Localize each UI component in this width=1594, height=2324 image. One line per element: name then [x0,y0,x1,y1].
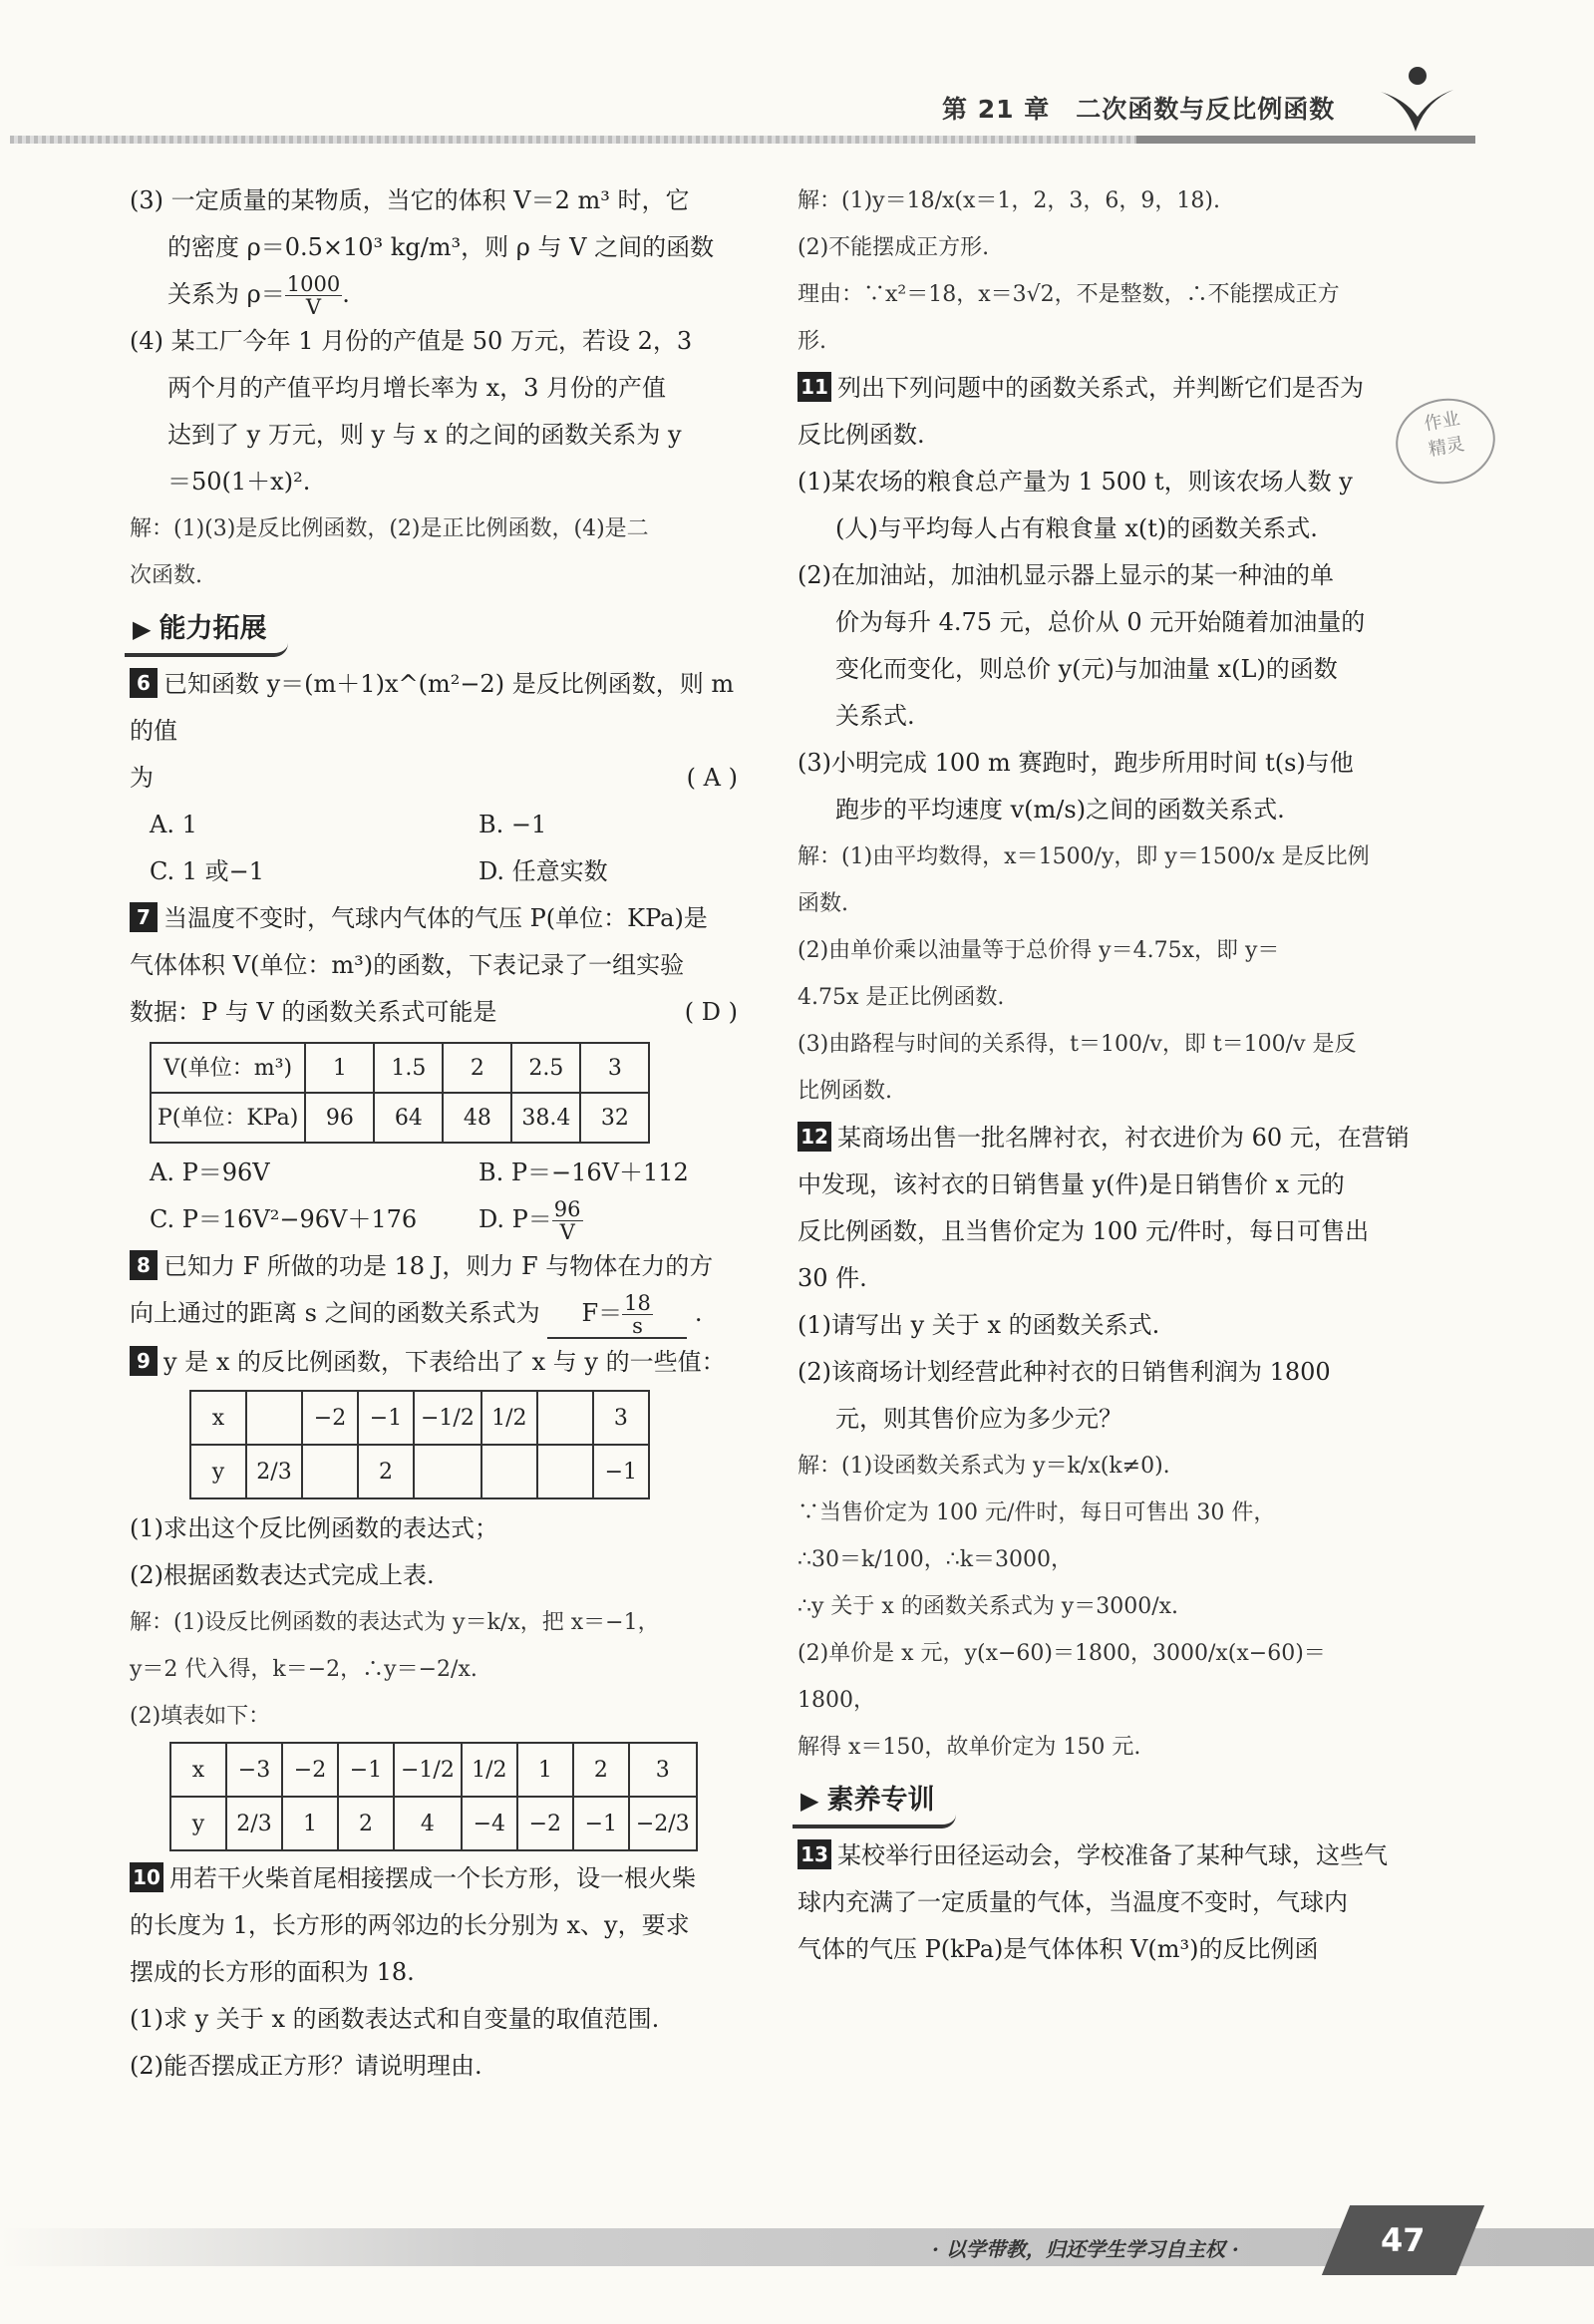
q11-sub5: 变化而变化，则总价 y(元)与加油量 x(L)的函数 [835,655,1338,683]
q8-line1: 8 已知力 F 所做的功是 18 J，则力 F 与物体在力的方 [130,1243,748,1290]
q10-solution-line1: 解：(1)y＝18/x(x＝1，2，3，6，9，18). [797,188,1220,213]
table-row: y 2/3 1 2 4 −4 −2 −1 −2/3 [170,1797,697,1850]
q9-solution-line3: (2)填表如下： [130,1704,271,1729]
section-heading-ability: ▶ 能力拓展 [125,605,288,657]
right-column [797,177,1465,1973]
q12-solution-line2: ∵当售价定为 100 元/件时，每日可售出 30 件， [797,1500,1276,1525]
page-number: 47 [1322,2205,1484,2275]
arrow-icon: ▶ [133,615,152,643]
q12-solution-line4: ∴y 关于 x 的函数关系式为 y＝3000/x. [797,1594,1179,1619]
question-number: 11 [797,372,831,402]
q5-3-line2: 的密度 ρ＝0.5×10³ kg/m³，则 ρ 与 V 之间的函数 [167,233,715,261]
page-header [0,0,1594,150]
q10-sub1: (1)求 y 关于 x 的函数表达式和自变量的取值范围. [130,2005,660,2033]
q6-line2: 为 ( A ) [130,755,748,802]
question-number: 6 [130,668,158,698]
q12-sub3: 元，则其售价应为多少元？ [835,1405,1122,1433]
q5-solution-line1: 解：(1)(3)是反比例函数，(2)是正比例函数，(4)是二 [130,516,649,541]
q12-solution-line1: 解：(1)设函数关系式为 y＝k/x(k≠0). [797,1454,1170,1479]
arrow-icon: ▶ [800,1787,819,1815]
q9-sub1: (1)求出这个反比例函数的表达式； [130,1514,498,1542]
q6-options [130,802,748,895]
q6-line1: 6 已知函数 y＝(m＋1)x^(m²−2) 是反比例函数，则 m 的值 [130,670,735,745]
q11-line2: 反比例函数. [797,421,925,449]
q7-answer: ( D ) [684,998,738,1026]
q10-sub2: (2)能否摆成正方形？请说明理由. [130,2052,482,2080]
section-heading-literacy: ▶ 素养专训 [793,1777,956,1828]
q11-sub6: 关系式. [835,702,915,730]
option-a: A. P＝96V [150,1159,270,1186]
question-number: 10 [130,1862,163,1892]
option-b: B. P＝−16V＋112 [478,1159,689,1186]
q9-solution-line1: 解：(1)设反比例函数的表达式为 y＝k/x，把 x＝−1， [130,1610,660,1635]
q11-line1: 11 列出下列问题中的函数关系式，并判断它们是否为 [797,365,1465,412]
q12-solution-line7: 解得 x＝150，故单价定为 150 元. [797,1735,1141,1760]
q11-sub3: (2)在加油站，加油机显示器上显示的某一种油的单 [797,561,1334,589]
question-number: 12 [797,1122,831,1152]
q12-line1: 12 某商场出售一批名牌衬衣，衬衣进价为 60 元，在营销 [797,1115,1465,1162]
q11-solution-line1: 解：(1)由平均数得，x＝1500/y，即 y＝1500/x 是反比例 [797,844,1370,869]
q11-sub7: (3)小明完成 100 m 赛跑时，跑步所用时间 t(s)与他 [797,749,1354,777]
q13-line3: 气体的气压 P(kPa)是气体体积 V(m³)的反比例函 [797,1935,1319,1963]
q11-solution-line6: 比例函数. [797,1079,892,1104]
option-c: C. 1 或−1 [150,857,265,885]
question-number: 9 [130,1346,158,1376]
q9-solution-line2: y＝2 代入得，k＝−2，∴y＝−2/x. [130,1657,478,1682]
q12-sub1: (1)请写出 y 关于 x 的函数关系式. [797,1311,1160,1339]
table-row: P(单位：KPa) 96 64 48 38.4 32 [151,1093,649,1143]
q7-data-table [150,1042,650,1144]
q5-4-line1: (4) 某工厂今年 1 月份的产值是 50 万元，若设 2，3 [130,327,693,355]
q5-3-line3: 关系为 ρ＝ $\frac{1000}{V}$ . [167,272,350,319]
question-number: 13 [797,1839,831,1869]
q5-4-line2: 两个月的产值平均月增长率为 x，3 月份的产值 [167,374,667,402]
q11-sub2: (人)与平均每人占有粮食量 x(t)的函数关系式. [835,514,1318,542]
q13-line1: 13 某校举行田径运动会，学校准备了某种气球，这些气 [797,1832,1465,1879]
option-d: D. P＝ $\frac{96}{V}$ [478,1197,581,1244]
q10-solution-line4: 形. [797,329,826,354]
option-b: B. −1 [478,811,547,838]
q11-sub1: (1)某农场的粮食总产量为 1 500 t，则该农场人数 y [797,468,1353,496]
q12-solution-line6: 1800， [797,1688,875,1713]
q9-line1: 9 y 是 x 的反比例函数，下表给出了 x 与 y 的一些值： [130,1339,748,1386]
q12-sub2: (2)该商场计划经营此种衬衣的日销售利润为 1800 [797,1358,1331,1386]
table-row: x −3 −2 −1 −1/2 1/2 1 2 3 [170,1743,697,1797]
q7-line3: 数据：P 与 V 的函数关系式可能是 ( D ) [130,989,748,1036]
table-row: x −2 −1 −1/2 1/2 3 [190,1391,649,1445]
question-number: 7 [130,902,158,932]
q10-line3: 摆成的长方形的面积为 18. [130,1958,415,1986]
q7-options [130,1150,748,1243]
homework-stamp: 作业 精灵 [1389,391,1501,492]
q12-line4: 30 件. [797,1264,867,1292]
q12-line3: 反比例函数，且当售价定为 100 元/件时，每日可售出 [797,1217,1370,1245]
q5-solution-line2: 次函数. [130,563,202,588]
table-row: y 2/3 2 −1 [190,1445,649,1498]
option-d: D. 任意实数 [478,857,608,885]
q7-line1: 7 当温度不变时，气球内气体的气压 P(单位：KPa)是 [130,895,748,942]
logo-icon [1376,62,1455,137]
footer-slogan: · 以学带教，归还学生学习自主权 · [932,2237,1239,2261]
q11-solution-line4: 4.75x 是正比例函数. [797,985,1005,1010]
q7-line2: 气体体积 V(单位：m³)的函数，下表记录了一组实验 [130,951,685,979]
q10-line2: 的长度为 1，长方形的两邻边的长分别为 x、y，要求 [130,1911,690,1939]
q12-solution-line5: (2)单价是 x 元，y(x−60)＝1800，3000/x(x−60)＝ [797,1641,1326,1666]
q11-sub8: 跑步的平均速度 v(m/s)之间的函数关系式. [835,796,1285,824]
q8-answer-blank: F＝ $\frac{18}{s}$ [547,1290,687,1339]
q11-solution-line3: (2)由单价乘以油量等于总价得 y＝4.75x，即 y＝ [797,938,1280,963]
q11-solution-line5: (3)由路程与时间的关系得，t＝100/v，即 t＝100/v 是反 [797,1032,1357,1057]
q11-solution-line2: 函数. [797,891,848,916]
q9-filled-table [169,1742,698,1851]
q10-solution-line2: (2)不能摆成正方形. [797,235,990,260]
q12-solution-line3: ∴30＝k/100，∴k＝3000， [797,1547,1074,1572]
table-row: V(单位：m³) 1 1.5 2 2.5 3 [151,1043,649,1093]
q10-line1: 10 用若干火柴首尾相接摆成一个长方形，设一根火柴 [130,1855,748,1902]
q13-line2: 球内充满了一定质量的气体，当温度不变时，气球内 [797,1888,1348,1916]
q5-3-line1: (3) 一定质量的某物质，当它的体积 V＝2 m³ 时，它 [130,186,690,214]
header-rule-dark [1136,136,1475,144]
q9-table [189,1390,650,1499]
q6-answer: ( A ) [686,764,738,792]
q12-line2: 中发现，该衬衣的日销售量 y(件)是日销售价 x 元的 [797,1170,1345,1198]
q10-solution-line3: 理由：∵x²＝18，x＝3√2，不是整数，∴不能摆成正方 [797,282,1340,307]
q11-sub4: 价为每升 4.75 元，总价从 0 元开始随着加油量的 [835,608,1366,636]
question-number: 8 [130,1250,158,1280]
option-a: A. 1 [150,811,197,838]
q5-4-line3: 达到了 y 万元，则 y 与 x 的之间的函数关系为 y [167,421,682,449]
option-c: C. P＝16V²−96V＋176 [150,1205,418,1233]
q9-sub2: (2)根据函数表达式完成上表. [130,1561,435,1589]
q8-line2: 向上通过的距离 s 之间的函数关系式为 F＝ $\frac{18}{s}$ . [130,1291,703,1338]
chapter-title: 第 21 章 二次函数与反比例函数 [942,95,1336,124]
left-column [130,177,748,2090]
q5-4-line4: ＝50(1＋x)². [167,468,311,496]
